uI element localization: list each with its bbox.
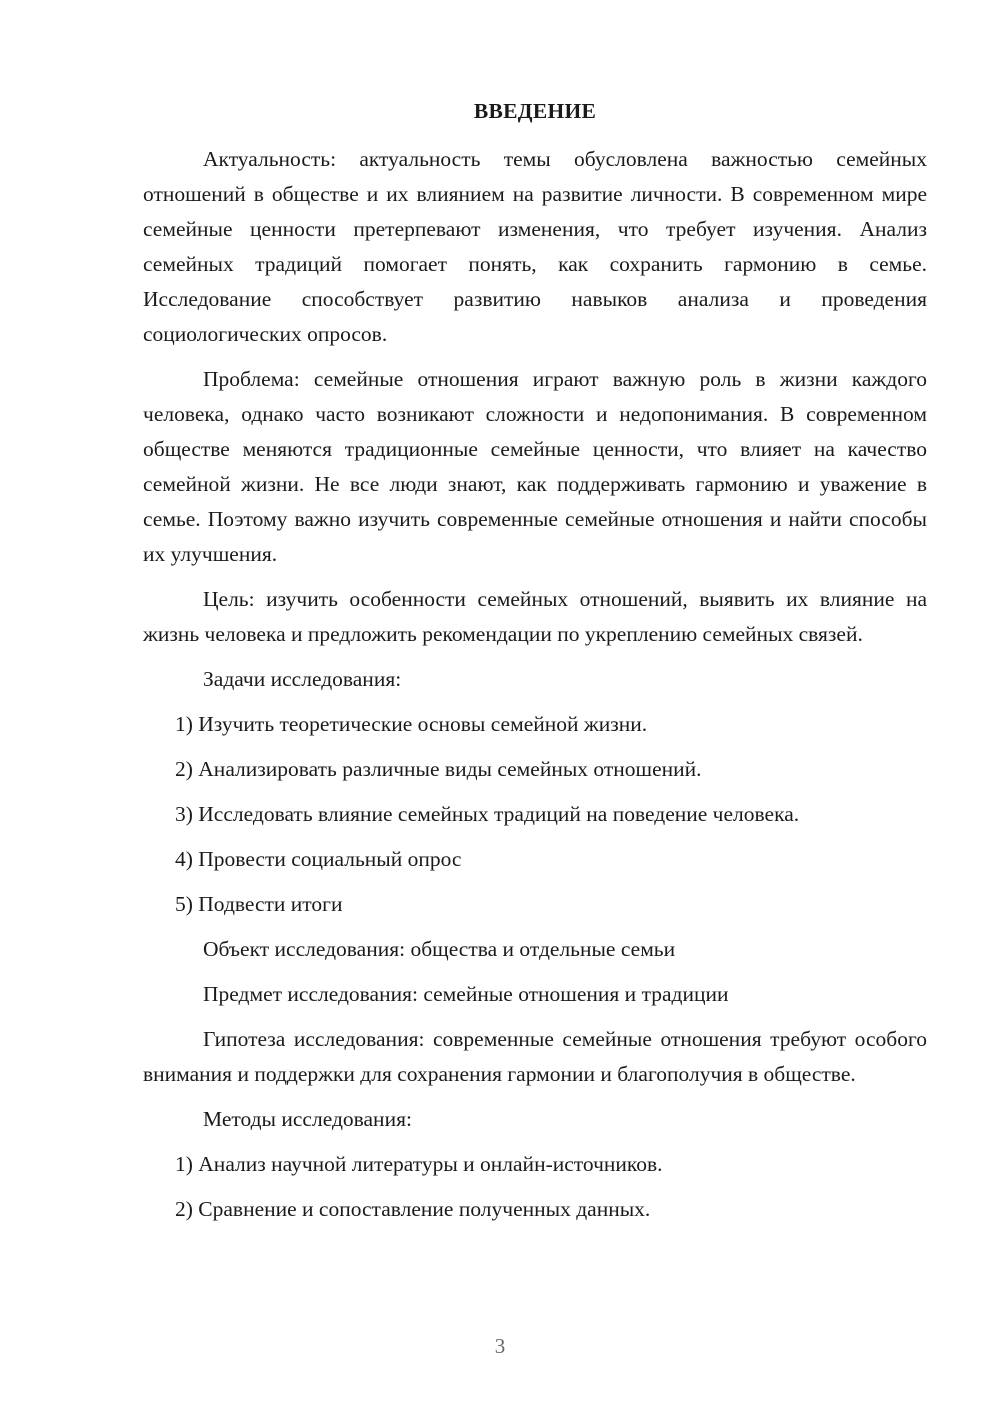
methods-heading: Методы исследования: xyxy=(203,1107,412,1131)
section-heading: ВВЕДЕНИЕ xyxy=(473,99,597,123)
task-item: 2) Анализировать различные виды семейных отношений. xyxy=(175,757,702,781)
task-item: 3) Исследовать влияние семейных традиций на поведение человека. xyxy=(175,802,800,826)
research-subject: Предмет исследования: семейные отношения и традиции xyxy=(203,982,729,1006)
method-item: 2) Сравнение и сопоставление полученных данных. xyxy=(175,1197,651,1221)
task-item: 1) Изучить теоретические основы семейной жизни. xyxy=(175,712,648,736)
method-item: 1) Анализ научной литературы и онлайн-источников. xyxy=(175,1152,663,1176)
task-item: 4) Провести социальный опрос xyxy=(175,847,462,871)
research-object: Объект исследования: общества и отдельные семьи xyxy=(203,937,676,961)
relevance-paragraph: Актуальность: актуальность темы обусловлена важностью семейных отношений в обществе и их влиянием на развитие личности. В современном мире семейные ценности претерпевают изменения, что требует изучения. Анализ семейных традиций помогает понять, как сохранить гармонию в семье. Исследование способствует развитию навыков анализа и проведения социологических опросов. xyxy=(143,147,927,346)
goal-paragraph: Цель: изучить особенности семейных отношений, выявить их влияние на жизнь человека и предложить рекомендации по укреплению семейных связей. xyxy=(143,587,927,646)
page-number: 3 xyxy=(494,1334,506,1358)
hypothesis-paragraph: Гипотеза исследования: современные семейные отношения требуют особого внимания и поддержки для сохранения гармонии и благополучия в обществе. xyxy=(143,1027,927,1086)
tasks-heading: Задачи исследования: xyxy=(203,667,402,691)
problem-paragraph: Проблема: семейные отношения играют важную роль в жизни каждого человека, однако часто возникают сложности и недопонимания. В современном обществе меняются традиционные семейные ценности, что влияет на качество семейной жизни. Не все люди знают, как поддерживать гармонию и уважение в семье. Поэтому важно изучить современные семейные отношения и найти способы их улучшения. xyxy=(143,367,927,566)
task-item: 5) Подвести итоги xyxy=(175,892,343,916)
document-page xyxy=(143,96,927,1237)
